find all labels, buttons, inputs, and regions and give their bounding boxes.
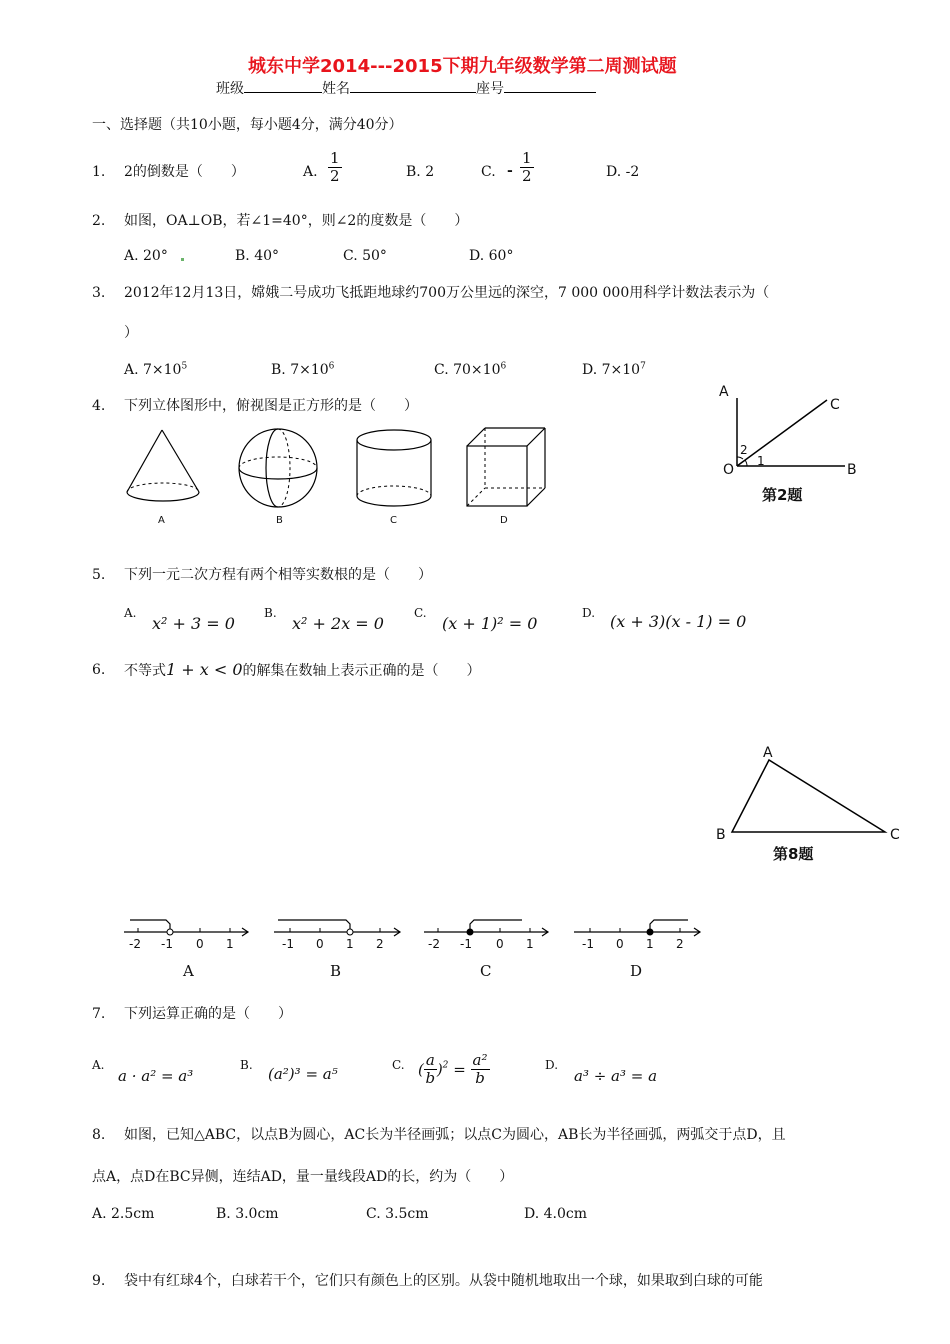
q6-stem-pre: 不等式 (124, 663, 166, 679)
solid-label-a: A (158, 515, 165, 526)
fig2-angle-2: 2 (740, 443, 748, 457)
class-label: 班级 (216, 81, 244, 97)
q5-option-b: x² + 2x = 0 (292, 614, 384, 633)
nl-b-tick-2: 0 (316, 937, 324, 951)
nl-c-tick-1: -2 (428, 937, 440, 951)
q1-option-a-fraction (328, 150, 342, 185)
seat-label: 座号 (476, 81, 504, 97)
numberline-b (274, 920, 400, 936)
q3-option-c: C. $70\times 10^6$ (434, 361, 507, 378)
nl-b-tick-3: 1 (346, 937, 354, 951)
q2-stem: 如图，OA⊥OB，若∠1=40°，则∠2的度数是（ ） (124, 213, 469, 229)
q2-option-d: D. 60° (469, 248, 514, 264)
nl-c-label: C (480, 962, 492, 980)
fig8-point-c: C (890, 827, 900, 843)
q6-numberlines (118, 912, 718, 942)
fig2-point-b: B (847, 462, 857, 478)
fig8-point-b: B (716, 827, 726, 843)
sphere-solid (239, 429, 317, 507)
q5-option-a-label: A. (124, 606, 137, 620)
numberline-d (574, 920, 700, 936)
q7-option-c: ( $\frac{a}{b}$ )$^2$ = $\frac{\text{a²}}{b}$ (418, 1051, 488, 1087)
nl-d-tick-3: 1 (646, 937, 654, 951)
q2-option-a: A. 20° (124, 248, 168, 264)
q6-stem-post: 的解集在数轴上表示正确的是（ ） (242, 663, 481, 679)
solid-label-d: D (500, 515, 508, 526)
q7-option-a-label: A. (92, 1058, 105, 1072)
nl-a-tick-4: 1 (226, 937, 234, 951)
q7-option-b-label: B. (240, 1058, 253, 1072)
q5-option-d: (x + 3)(x - 1) = 0 (610, 612, 747, 631)
q4-number: 4. (92, 398, 106, 414)
fig8-point-a: A (763, 745, 773, 761)
q6-inequality: 1 + x < 0 (166, 660, 243, 679)
q1-a-numerator: 1 (330, 149, 340, 167)
fig8-caption: 第8题 (773, 845, 814, 863)
stray-dot (181, 258, 184, 261)
q3-option-b: B. $7\times 10^6$ (271, 361, 335, 378)
q6-stem (124, 661, 481, 680)
q5-option-a: x² + 3 = 0 (152, 614, 235, 633)
q2-option-c: C. 50° (343, 248, 387, 264)
q8-stem: 如图，已知△ABC，以点B为圆心，AC长为半径画弧；以点C为圆心，AB长为半径画弧，两弧交于点D，且 (124, 1127, 786, 1143)
nl-b-label: B (330, 962, 342, 980)
q5-stem: 下列一元二次方程有两个相等实数根的是（ ） (124, 567, 432, 583)
q1-option-c-label: C. (481, 164, 496, 180)
fig2-angle-1: 1 (757, 454, 765, 468)
q3-stem: 2012年12月13日，嫦娥二号成功飞抵距地球约700万公里远的深空，7 000 000用科学计数法表示为（ (124, 285, 770, 301)
nl-c-tick-4: 1 (526, 937, 534, 951)
q5-option-b-label: B. (264, 606, 277, 620)
page-title: 城东中学2014---2015下期九年级数学第二周测试题 (248, 56, 677, 77)
q7-option-a: a · a² = a³ (118, 1067, 194, 1085)
q1-stem: 2的倒数是（ ） (124, 164, 245, 180)
q4-stem: 下列立体图形中，俯视图是正方形的是（ ） (124, 398, 418, 414)
section-heading: 一、选择题（共10小题，每小题4分，满分40分） (92, 117, 403, 133)
nl-a-tick-3: 0 (196, 937, 204, 951)
q5-number: 5. (92, 567, 106, 583)
nl-d-tick-1: -1 (582, 937, 594, 951)
q9-number: 9. (92, 1273, 106, 1289)
seat-field[interactable] (504, 78, 596, 93)
q1-c-numerator: 1 (522, 149, 532, 167)
q7-option-d: a³ ÷ a³ = a (574, 1067, 658, 1085)
numberline-c (424, 920, 548, 936)
q8-option-c: C. 3.5cm (366, 1206, 429, 1222)
q7-number: 7. (92, 1006, 106, 1022)
q1-option-b: B. 2 (406, 164, 435, 180)
q5-option-d-label: D. (582, 606, 596, 620)
q7-stem: 下列运算正确的是（ ） (124, 1006, 292, 1022)
q2-number: 2. (92, 213, 106, 229)
q8-option-d: D. 4.0cm (524, 1206, 588, 1222)
q3-stem-close: ） (124, 325, 138, 341)
figure-q8 (715, 742, 905, 842)
nl-a-tick-1: -2 (129, 937, 141, 951)
q1-option-a-label: A. (303, 164, 318, 180)
nl-a-tick-2: -1 (161, 937, 173, 951)
solid-label-b: B (276, 515, 283, 526)
q8-number: 8. (92, 1127, 106, 1143)
q3-option-a: A. $7\times 10^5$ (124, 361, 188, 378)
cone-solid (127, 430, 199, 501)
class-field[interactable] (244, 78, 322, 93)
q1-number: 1. (92, 164, 106, 180)
fig2-caption: 第2题 (762, 486, 803, 504)
q1-a-denominator: 2 (330, 167, 340, 185)
nl-d-tick-2: 0 (616, 937, 624, 951)
nl-d-label: D (630, 962, 643, 980)
q4-solids-figure (118, 422, 558, 534)
q8-option-a: A. 2.5cm (92, 1206, 155, 1222)
q8-stem-cont: 点A，点D在BC异侧，连结AD，量一量线段AD的长，约为（ ） (92, 1169, 514, 1185)
fig2-point-c: C (830, 397, 840, 413)
q9-stem: 袋中有红球4个，白球若干个，它们只有颜色上的区别。从袋中随机地取出一个球，如果取到白球的可能 (124, 1273, 763, 1289)
numberline-a (124, 920, 248, 936)
q1-option-c-sign: - (507, 163, 513, 179)
nl-c-tick-3: 0 (496, 937, 504, 951)
q1-option-c-fraction (520, 150, 534, 185)
q6-number: 6. (92, 662, 106, 678)
nl-d-tick-4: 2 (676, 937, 684, 951)
name-field[interactable] (350, 78, 476, 93)
name-label: 姓名 (322, 81, 350, 97)
q8-option-b: B. 3.0cm (216, 1206, 279, 1222)
fig2-point-a: A (719, 384, 729, 400)
q2-option-b: B. 40° (235, 248, 280, 264)
solid-label-c: C (390, 515, 397, 526)
student-info-row (216, 78, 596, 98)
q5-option-c: (x + 1)² = 0 (442, 614, 538, 633)
nl-a-label: A (183, 962, 194, 980)
q7-option-d-label: D. (545, 1058, 559, 1072)
cube-solid (467, 428, 545, 506)
q7-option-c-label: C. (392, 1058, 405, 1072)
fig2-point-o: O (723, 462, 735, 478)
q3-number: 3. (92, 285, 106, 301)
q1-option-d: D. -2 (606, 164, 640, 180)
nl-b-tick-4: 2 (376, 937, 384, 951)
q7-option-b: (a²)³ = a⁵ (268, 1065, 338, 1083)
nl-b-tick-1: -1 (282, 937, 294, 951)
q3-option-d: D. $7\times 10^7$ (582, 361, 646, 378)
q5-option-c-label: C. (414, 606, 427, 620)
q1-c-denominator: 2 (522, 167, 532, 185)
cylinder-solid (357, 430, 431, 506)
nl-c-tick-2: -1 (460, 937, 472, 951)
